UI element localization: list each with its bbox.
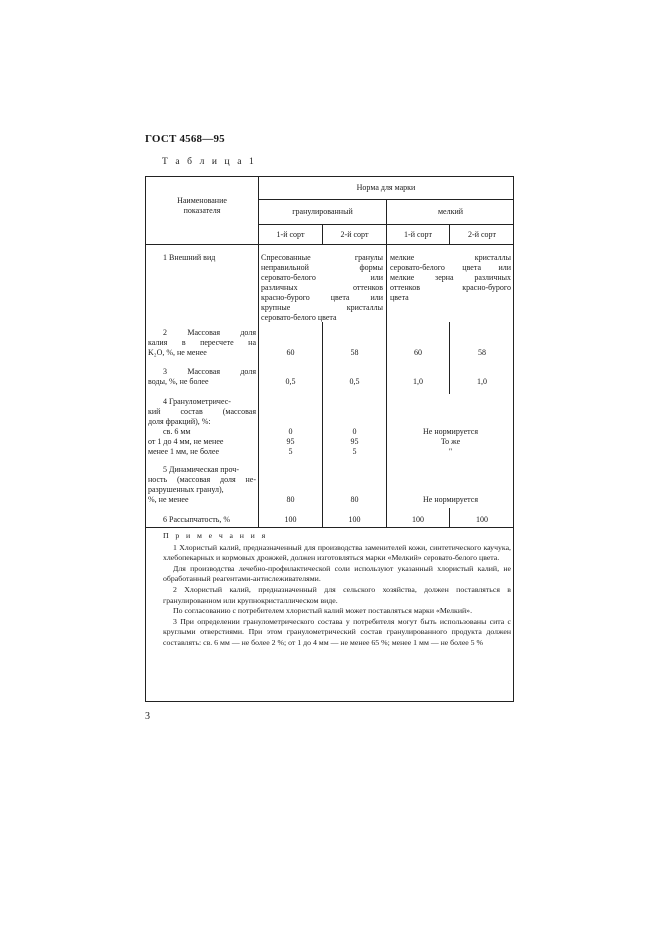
row3-label: воды, %, не более	[148, 377, 209, 386]
doc-code: ГОСТ 4568—95	[145, 133, 225, 145]
table-notes	[163, 531, 511, 649]
row2-f2: 58	[478, 348, 486, 357]
row3-f1: 1,0	[413, 377, 423, 386]
note-paragraph: 2 Хлористый калий, предназначенный для сельского хозяйства, должен поставляться в гранулированном или крупнокристаллическом виде.	[163, 584, 511, 605]
header-sort2-granular: 2-й сорт	[340, 230, 369, 239]
row1-granular-desc: Спресованные гранулы неправильной формы серовато-белого или различных оттенков красно-бурого цвета или крупные кристаллы	[261, 253, 383, 312]
rule	[145, 527, 514, 528]
row4-sub-label: менее 1 мм, не более	[148, 447, 220, 456]
header-sort1-granular: 1-й сорт	[276, 230, 305, 239]
row2-label: K₂O, %, не менее	[148, 348, 207, 357]
row4-sub-label: св. 6 мм	[163, 427, 191, 436]
row5-g1: 80	[286, 495, 295, 504]
header-indicator: Наименование показателя	[177, 196, 227, 215]
row2-g2: 58	[350, 348, 359, 357]
rule	[386, 199, 387, 527]
row4-g2: 0 95 5	[350, 427, 359, 456]
row6-f2: 100	[476, 515, 488, 524]
page-number: 3	[145, 711, 150, 722]
table-caption: Т а б л и ц а 1	[162, 157, 257, 167]
row5-fine: Не нормируется	[423, 495, 478, 504]
header-granular: гранулированный	[292, 207, 353, 216]
row1-fine-desc-last: цвета	[390, 293, 409, 302]
note-paragraph: Для производства лечебно-профилактической соли используют указанный хлористый калий, не обработанный реагентами-антислеживателями.	[163, 563, 511, 584]
header-sort1-fine: 1-й сорт	[404, 230, 432, 239]
row4-sub-label: от 1 до 4 мм, не менее	[148, 437, 224, 446]
row6-f1: 100	[412, 515, 424, 524]
row4-label: доля фракций), %:	[148, 417, 211, 426]
row5-g2: 80	[350, 495, 359, 504]
row1-granular-desc-last: серовато-белого цвета	[261, 313, 337, 322]
row2-label: 2 Массовая доля	[163, 328, 256, 337]
note-paragraph: По согласованию с потребителем хлористый калий может поставляться марки «Мелкий».	[173, 606, 473, 616]
row3-g2: 0,5	[349, 377, 360, 386]
row5-label: ность (массовая доля не-	[148, 475, 256, 484]
row6-label: 6 Рассыпчатость, %	[163, 515, 231, 524]
row4-label: 4 Гранулометричес-	[163, 397, 231, 406]
row6-g2: 100	[348, 515, 361, 524]
row5-label: 5 Динамическая проч-	[163, 465, 239, 474]
rule	[145, 244, 514, 245]
row2-f1: 60	[414, 348, 422, 357]
row3-f2: 1,0	[477, 377, 487, 386]
note-paragraph: 3 При определении гранулометрического состава у потребителя могут быть использованы сита с круглыми отверстиями. При этом гранулометрический состав гранулированного продукта должен составлять: св. 6 мм — не более 2 %; от 1 до 4 мм — не менее 65 %; менее 1 мм — не более 5 %	[163, 616, 511, 647]
note-paragraph: 1 Хлористый калий, предназначенный для производства заменителей кожи, синтетического каучука, хлебопекарных и кормовых дрожжей, должен изготовляться марки «Мелкий» серовато-белого цвета.	[163, 542, 511, 563]
row5-label: %, не менее	[148, 495, 189, 504]
row2-g1: 60	[286, 348, 295, 357]
notes-title: П р и м е ч а н и я	[163, 531, 268, 540]
header-sort2-fine: 2-й сорт	[468, 230, 496, 239]
row3-label: 3 Массовая доля	[163, 367, 256, 376]
row3-g1: 0,5	[285, 377, 296, 386]
header-fine: мелкий	[437, 207, 464, 216]
row1-fine-desc: мелкие кристаллы серовато-белого цвета или мелкие зерна различных оттенков красно-бурого	[390, 253, 511, 292]
row5-label: разрушенных гранул),	[148, 485, 224, 494]
row2-label: калия в пересчете на	[148, 338, 256, 347]
row4-g1: 0 95 5	[286, 427, 295, 456]
header-norm: Норма для марки	[356, 183, 416, 192]
row4-label: кий состав (массовая	[148, 407, 256, 416]
row1-label: 1 Внешний вид	[163, 253, 216, 262]
row6-g1: 100	[284, 515, 297, 524]
row4-fine: Не нормируется То же "	[423, 427, 478, 456]
